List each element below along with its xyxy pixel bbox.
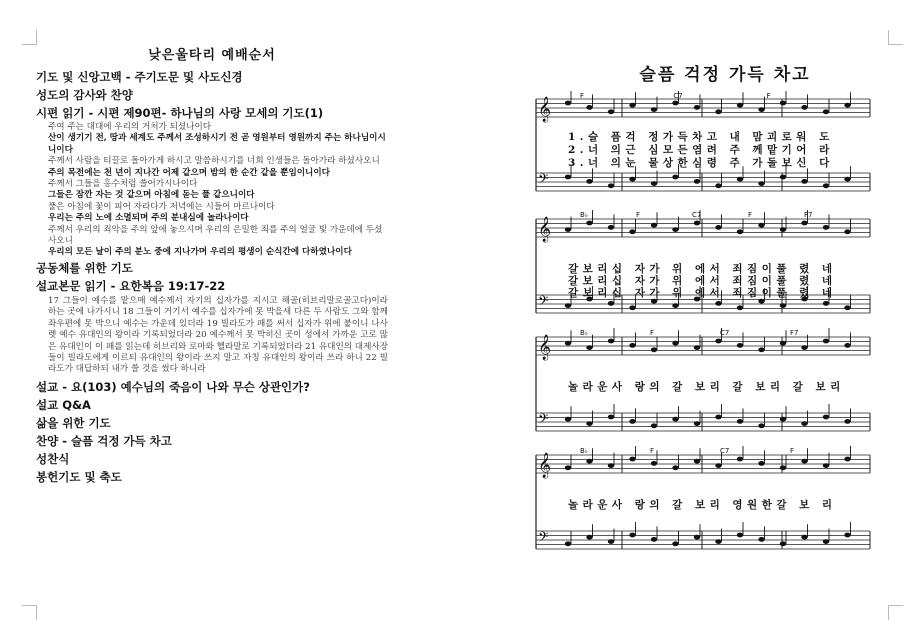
- note-head: [629, 229, 635, 234]
- note-head: [801, 179, 807, 184]
- note-head: [844, 533, 850, 538]
- note-head: [565, 341, 571, 346]
- sermon-text-passage: 17 그들이 예수를 맡으매 예수께서 자기의 십자가를 지시고 해골(히브리말로골고다)이라 하는 곳에 나가시니 18 그들이 거기서 예수를 십자가에 못 박을새 다른 두 사람도 그와 함께 좌우편에 못 박으니 예수는 가운데 있더라 19 빌라도가 패를 써서 십자가 위에 붙이니 나사렛 예수 유대인의 왕이라 기록되었더라 20 예수께서 못 박히신 곳이 성에서 가까운 고로 많은 유대인이 이 패를 읽는데 히브리와 로마와 헬라말로 기록되었더라 21 유대인의 대제사장들이 빌라도에게 이르되 유대인의 왕이라 쓰지 말고 자칭 유대인의 왕이라 쓰라 하니 22 빌라도가 대답하되 내가 쓸 것을 썼다 하니라: [48, 295, 388, 375]
- lyric-line-refrain-2: 놀라운사 랑의 갈 보리 갈 보리 갈 보리: [568, 381, 845, 393]
- psalm-verse: 풀은 아침에 꽃이 피어 자라다가 저녁에는 시들어 마르나이다: [48, 201, 275, 212]
- chord-symbol: C7: [673, 92, 683, 100]
- order-item-prayer-for-life: 삶을 위한 기도: [36, 415, 111, 430]
- order-item-hymn: 찬양 - 슬픔 걱정 가득 차고: [36, 433, 172, 448]
- note-head: [844, 419, 850, 424]
- chord-symbol: B♭: [580, 447, 589, 455]
- bass-clef-icon: 𝄢: [538, 411, 549, 430]
- note-head: [608, 463, 614, 468]
- note-head: [758, 461, 764, 466]
- note-head: [844, 343, 850, 348]
- note-head: [758, 347, 764, 352]
- note-head: [758, 223, 764, 228]
- lyric-line-refrain-1b: 갈보리십 자가 위 에서 죄짐이풀 렸 네: [568, 275, 837, 287]
- order-item-communion: 성찬식: [36, 451, 70, 466]
- note-head: [801, 345, 807, 350]
- note-head: [823, 539, 829, 544]
- note-head: [565, 227, 571, 232]
- crop-mark-top-left: [22, 30, 37, 45]
- note-head: [758, 181, 764, 186]
- treble-clef-icon: 𝄞: [538, 97, 552, 122]
- music-system-2: [530, 209, 880, 327]
- note-head: [715, 225, 721, 230]
- psalm-verse: 그들은 잠깐 자는 것 같으며 아침에 돋는 풀 같으니이다: [48, 190, 255, 201]
- lyric-line-refrain-1c: 갈보리십 자가 위 에서 죄짐이풀 렸 네: [568, 287, 837, 299]
- note-head: [715, 339, 721, 344]
- note-head: [608, 183, 614, 188]
- note-head: [737, 103, 743, 108]
- note-head: [651, 461, 657, 466]
- note-head: [672, 417, 678, 422]
- note-head: [801, 459, 807, 464]
- note-head: [608, 539, 614, 544]
- note-head: [565, 417, 571, 422]
- note-head: [715, 183, 721, 188]
- chord-symbol: F: [636, 211, 641, 219]
- order-item-sermon-qa: 설교 Q&A: [36, 397, 91, 412]
- note-head: [694, 105, 700, 110]
- note-head: [823, 415, 829, 420]
- chord-symbol: F: [766, 92, 771, 100]
- note-head: [823, 463, 829, 468]
- note-head: [651, 423, 657, 428]
- chord-symbol: F7: [804, 211, 813, 219]
- note-head: [565, 541, 571, 546]
- note-head: [694, 221, 700, 226]
- bass-clef-icon: 𝄢: [538, 529, 549, 548]
- note-head: [737, 343, 743, 348]
- note-head: [672, 303, 678, 308]
- note-head: [565, 465, 571, 470]
- note-head: [629, 457, 635, 462]
- note-head: [672, 341, 678, 346]
- lyric-line-refrain-1: 갈보리십 자가 위 에서 죄짐이풀 렸 네: [568, 263, 837, 275]
- order-item-sermon: 설교 - 요(103) 예수님의 죽음이 나와 무슨 상관인가?: [36, 379, 310, 394]
- note-head: [586, 535, 592, 540]
- order-item-prayer-confession: 기도 및 신앙고백 - 주기도문 및 사도신경: [36, 70, 243, 84]
- note-head: [758, 537, 764, 542]
- note-head: [586, 459, 592, 464]
- note-head: [629, 177, 635, 182]
- lyric-line-verse-1: 1.슬 픔걱 정가득차고 내 맘괴로워 도: [568, 131, 834, 143]
- lyric-line-verse-2: 2.너 의근 심모든염려 주 께맡기어 라: [568, 144, 834, 156]
- worship-order-column: [36, 44, 388, 486]
- psalm-verse: 주여 주는 대대에 우리의 거처가 되셨나이다: [48, 122, 212, 132]
- note-head: [651, 347, 657, 352]
- treble-clef-icon: 𝄞: [538, 453, 552, 478]
- note-head: [823, 225, 829, 230]
- chord-symbol: C7: [720, 329, 730, 337]
- note-head: [694, 421, 700, 426]
- hymn-title: 슬픔 걱정 가득 차고: [639, 65, 811, 85]
- note-head: [694, 179, 700, 184]
- note-head: [629, 533, 635, 538]
- note-head: [608, 109, 614, 114]
- note-head: [801, 421, 807, 426]
- note-head: [780, 465, 786, 470]
- note-head: [801, 105, 807, 110]
- note-head: [844, 305, 850, 310]
- note-head: [780, 417, 786, 422]
- note-head: [844, 103, 850, 108]
- hymn-sheet: [530, 60, 880, 563]
- note-head: [715, 463, 721, 468]
- note-head: [608, 339, 614, 344]
- note-head: [780, 303, 786, 308]
- note-head: [629, 103, 635, 108]
- crop-mark-bottom-left: [22, 605, 37, 620]
- crop-mark-top-right: [888, 30, 903, 45]
- note-head: [780, 175, 786, 180]
- note-head: [823, 301, 829, 306]
- note-head: [780, 341, 786, 346]
- lyric-line-refrain-3: 놀라운사 랑의 갈 보리 영원한갈 보 리: [568, 499, 837, 511]
- note-head: [715, 539, 721, 544]
- chord-symbol: B♭: [580, 329, 589, 337]
- order-item-sermon-text-reading: 설교본문 읽기 - 요한복음 19:17-22: [36, 278, 226, 293]
- note-head: [672, 465, 678, 470]
- note-head: [715, 415, 721, 420]
- note-head: [586, 179, 592, 184]
- note-head: [823, 183, 829, 188]
- psalm-verse: 우리는 주의 노에 소멸되며 주의 분내심에 놀라나이다: [48, 213, 249, 224]
- note-head: [844, 457, 850, 462]
- note-head: [651, 537, 657, 542]
- order-item-community-prayer: 공동체를 위한 기도: [36, 260, 133, 275]
- note-head: [737, 457, 743, 462]
- chord-symbol: F: [650, 329, 655, 337]
- note-head: [651, 223, 657, 228]
- order-item-offering-benediction: 봉헌기도 및 축도: [36, 469, 122, 484]
- chord-symbol: C7: [692, 211, 702, 219]
- note-head: [651, 107, 657, 112]
- bass-clef-icon: 𝄢: [538, 171, 549, 190]
- note-head: [608, 415, 614, 420]
- note-head: [629, 343, 635, 348]
- note-head: [758, 107, 764, 112]
- note-head: [586, 221, 592, 226]
- note-head: [672, 101, 678, 106]
- note-head: [737, 419, 743, 424]
- note-head: [844, 177, 850, 182]
- note-head: [801, 221, 807, 226]
- chord-symbol: F: [790, 447, 795, 455]
- chord-symbol: F7: [790, 329, 799, 337]
- note-head: [694, 459, 700, 464]
- music-system-3: [530, 327, 880, 445]
- note-head: [780, 227, 786, 232]
- psalm-verse: 주의 목전에는 천 년이 지나간 어제 같으며 밤의 한 순간 같을 뿐임이니이다: [48, 167, 330, 178]
- note-head: [780, 101, 786, 106]
- note-head: [694, 535, 700, 540]
- note-head: [629, 305, 635, 310]
- psalm-verse: 우리의 모든 날이 주의 분노 중에 지나가며 우리의 평생이 순식간에 다하였나이다: [48, 247, 352, 258]
- note-head: [737, 229, 743, 234]
- note-head: [608, 301, 614, 306]
- chord-symbol: C7: [720, 447, 730, 455]
- note-head: [565, 303, 571, 308]
- treble-clef-icon: 𝄞: [538, 335, 552, 360]
- note-head: [672, 541, 678, 546]
- psalm-verse: 산이 생기기 전, 땅과 세계도 주께서 조성하시기 전 곧 영원부터 영원까지 주는 하나님이시니이다: [48, 133, 386, 155]
- note-head: [737, 177, 743, 182]
- note-head: [651, 181, 657, 186]
- psalm-verse: 주께서 우리의 죄악을 주의 앞에 놓으시며 우리의 은밀한 죄를 주의 얼굴 빛 가운데에 두셨사오니: [48, 224, 383, 247]
- note-head: [758, 423, 764, 428]
- note-head: [737, 305, 743, 310]
- psalm-verse: 주께서 사람을 티끌로 돌아가게 하시고 말씀하시기를 너희 인생들은 돌아가라 하셨사오니: [48, 156, 380, 167]
- treble-clef-icon: 𝄞: [538, 217, 552, 242]
- chord-symbol: F: [580, 92, 585, 100]
- chord-symbol: F: [748, 211, 753, 219]
- chord-symbol: B♭: [580, 211, 589, 219]
- note-head: [608, 225, 614, 230]
- note-head: [629, 419, 635, 424]
- note-head: [565, 101, 571, 106]
- note-head: [715, 109, 721, 114]
- note-head: [694, 345, 700, 350]
- psalm-verse: 주께서 그들을 홍수처럼 쓸어가시나이다: [48, 179, 198, 190]
- crop-mark-bottom-right: [888, 605, 903, 620]
- music-system-4: [530, 445, 880, 563]
- music-system-1: [530, 91, 880, 209]
- note-head: [780, 541, 786, 546]
- lyric-line-verse-3: 3.너 의눈 물상한심령 주 가돌보신 다: [568, 157, 834, 169]
- note-head: [672, 175, 678, 180]
- note-head: [844, 229, 850, 234]
- note-head: [586, 421, 592, 426]
- note-head: [801, 535, 807, 540]
- order-item-thanks-praise: 성도의 감사와 찬양: [36, 88, 133, 102]
- note-head: [715, 301, 721, 306]
- note-head: [586, 105, 592, 110]
- note-head: [672, 227, 678, 232]
- chord-symbol: F: [650, 447, 655, 455]
- worship-order-title: 낮은울타리 예배순서: [148, 48, 276, 63]
- bass-clef-icon: 𝄢: [538, 293, 549, 312]
- note-head: [823, 109, 829, 114]
- psalm-verses: [36, 122, 388, 259]
- note-head: [565, 175, 571, 180]
- note-head: [586, 345, 592, 350]
- order-item-psalm-reading: 시편 읽기 - 시편 제90편- 하나님의 사랑 모세의 기도(1): [36, 106, 324, 120]
- note-head: [737, 533, 743, 538]
- note-head: [823, 339, 829, 344]
